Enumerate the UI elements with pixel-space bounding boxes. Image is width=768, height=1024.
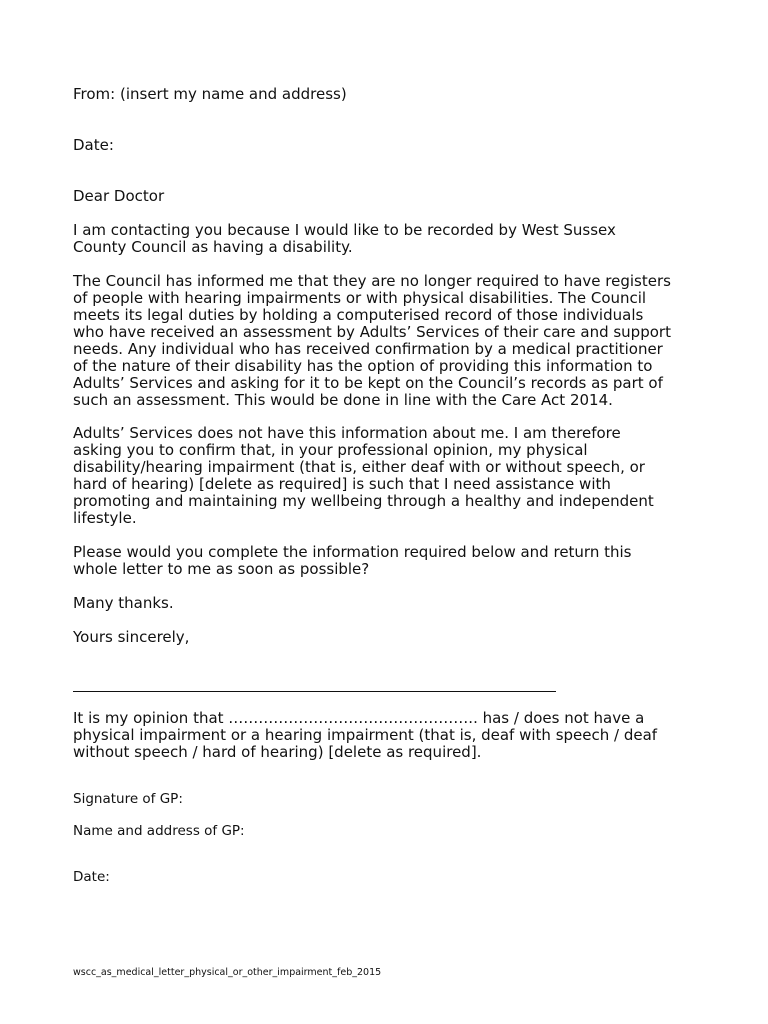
paragraph-line: needs. Any individual who has received confirmation by a medical practitioner xyxy=(73,340,663,358)
paragraph-council-registers xyxy=(73,273,713,409)
opinion-line: physical impairment or a hearing impairment (that is, deaf with speech / deaf xyxy=(73,726,658,744)
paragraph-line: County Council as having a disability. xyxy=(73,238,353,256)
signature-divider xyxy=(73,691,556,692)
paragraph-intro xyxy=(73,222,713,256)
paragraph-line: Please would you complete the information required below and return this xyxy=(73,543,632,561)
from-line: From: (insert my name and address) xyxy=(73,85,347,103)
gp-signature-label: Signature of GP: xyxy=(73,791,183,807)
date-line: Date: xyxy=(73,136,114,154)
paragraph-line: hard of hearing) [delete as required] is such that I need assistance with xyxy=(73,475,611,493)
paragraph-return-letter xyxy=(73,544,713,578)
paragraph-line: asking you to confirm that, in your professional opinion, my physical xyxy=(73,441,588,459)
paragraph-line: disability/hearing impairment (that is, either deaf with or without speech, or xyxy=(73,458,645,476)
paragraph-line: of the nature of their disability has the option of providing this information to xyxy=(73,357,653,375)
paragraph-line: lifestyle. xyxy=(73,509,137,527)
closing-line: Yours sincerely, xyxy=(73,628,190,646)
paragraph-line: meets its legal duties by holding a computerised record of those individuals xyxy=(73,306,644,324)
opinion-line: without speech / hard of hearing) [delete as required]. xyxy=(73,743,482,761)
paragraph-line: who have received an assessment by Adults’ Services of their care and support xyxy=(73,323,671,341)
gp-opinion-statement xyxy=(73,710,713,761)
gp-name-address-label: Name and address of GP: xyxy=(73,823,245,839)
salutation: Dear Doctor xyxy=(73,187,165,205)
gp-date-label: Date: xyxy=(73,869,110,885)
document-reference-footer: wscc_as_medical_letter_physical_or_other_impairment_feb_2015 xyxy=(73,967,382,978)
paragraph-line: of people with hearing impairments or with physical disabilities. The Council xyxy=(73,289,647,307)
paragraph-line: I am contacting you because I would like to be recorded by West Sussex xyxy=(73,221,616,239)
paragraph-line: such an assessment. This would be done in line with the Care Act 2014. xyxy=(73,391,613,409)
paragraph-line: promoting and maintaining my wellbeing through a healthy and independent xyxy=(73,492,654,510)
opinion-line: It is my opinion that ………………………………………….. has / does not have a xyxy=(73,709,645,727)
paragraph-request xyxy=(73,425,713,527)
paragraph-line: Adults’ Services and asking for it to be kept on the Council’s records as part of xyxy=(73,374,663,392)
paragraph-line: The Council has informed me that they are no longer required to have registers xyxy=(73,272,671,290)
thanks-line: Many thanks. xyxy=(73,594,174,612)
paragraph-line: whole letter to me as soon as possible? xyxy=(73,560,370,578)
paragraph-line: Adults’ Services does not have this information about me. I am therefore xyxy=(73,424,621,442)
